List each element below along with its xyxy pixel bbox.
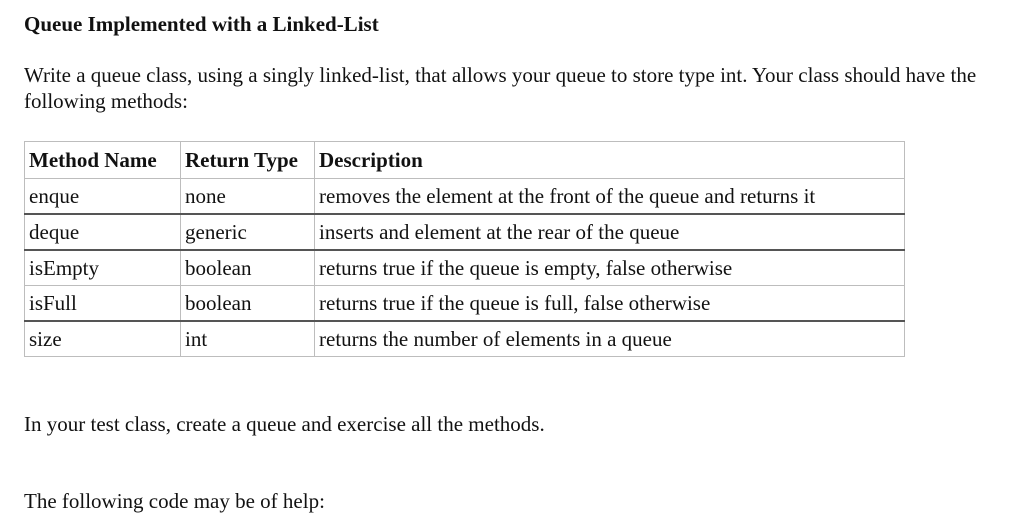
table-header-row xyxy=(25,142,905,179)
description-cell: inserts and element at the rear of the queue xyxy=(315,214,905,250)
test-class-paragraph: In your test class, create a queue and exercise all the methods. xyxy=(24,412,545,436)
help-paragraph: The following code may be of help: xyxy=(24,489,325,513)
description-cell: returns true if the queue is full, false otherwise xyxy=(315,286,905,322)
return-type-cell: generic xyxy=(181,214,315,250)
method-name-cell: isEmpty xyxy=(25,250,181,286)
header-method-name: Method Name xyxy=(25,142,181,179)
method-name-cell: isFull xyxy=(25,286,181,322)
table-row xyxy=(25,286,905,322)
description-cell: returns the number of elements in a queue xyxy=(315,321,905,357)
method-name-cell: size xyxy=(25,321,181,357)
description-cell: removes the element at the front of the queue and returns it xyxy=(315,179,905,215)
table-row xyxy=(25,179,905,215)
methods-table xyxy=(24,141,905,357)
return-type-cell: boolean xyxy=(181,286,315,322)
table-row xyxy=(25,214,905,250)
return-type-cell: none xyxy=(181,179,315,215)
table-row xyxy=(25,250,905,286)
page-title: Queue Implemented with a Linked-List xyxy=(24,12,379,36)
return-type-cell: int xyxy=(181,321,315,357)
intro-paragraph: Write a queue class, using a singly linked-list, that allows your queue to store type int. Your class should have the following methods: xyxy=(24,63,977,113)
return-type-cell: boolean xyxy=(181,250,315,286)
header-description: Description xyxy=(315,142,905,179)
description-cell: returns true if the queue is empty, false otherwise xyxy=(315,250,905,286)
method-name-cell: enque xyxy=(25,179,181,215)
method-name-cell: deque xyxy=(25,214,181,250)
header-return-type: Return Type xyxy=(181,142,315,179)
table-row xyxy=(25,321,905,357)
